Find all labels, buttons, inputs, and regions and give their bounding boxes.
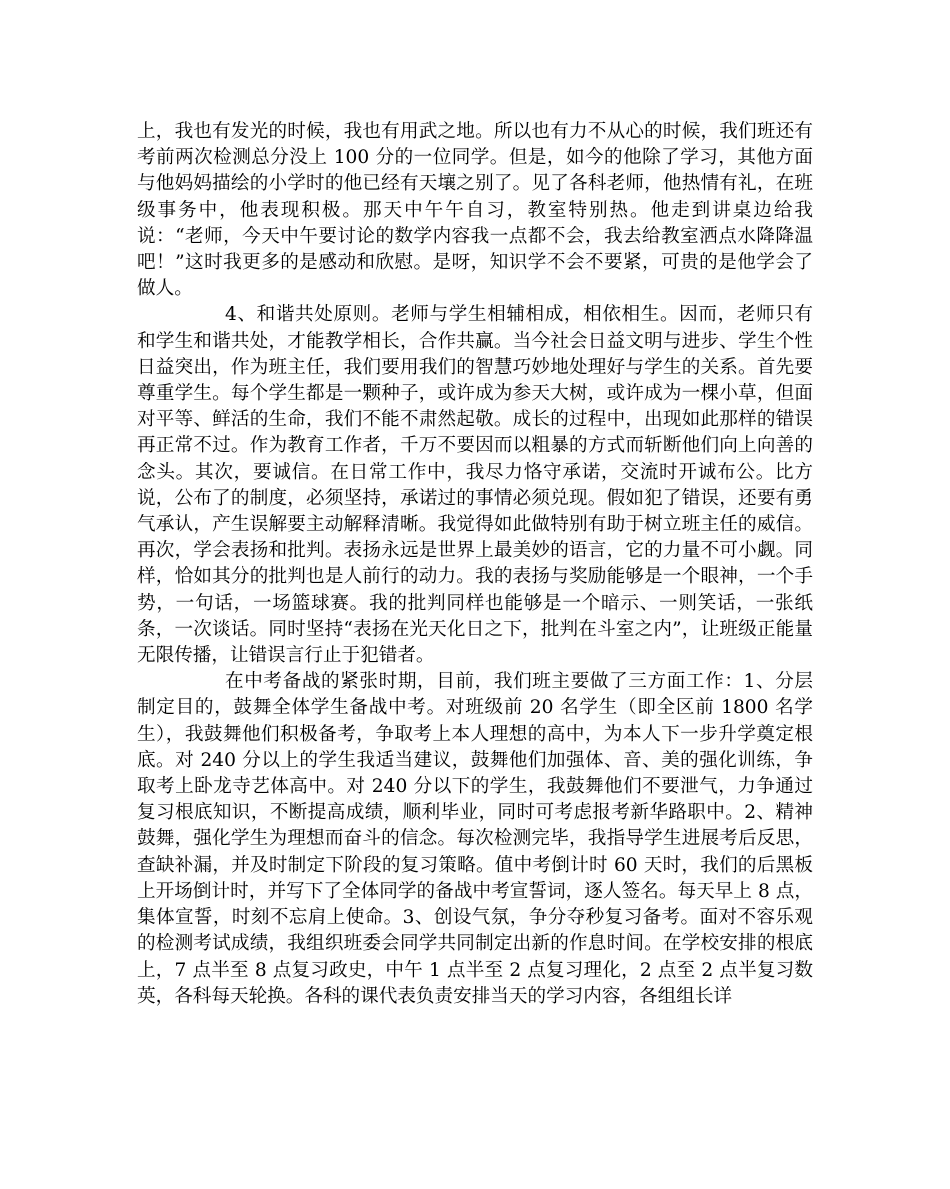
paragraph-2: 4、和谐共处原则。老师与学生相辅相成，相依相生。因而，老师只有和学生和谐共处，才能教学相长，合作共赢。当今社会日益文明与进步、学生个性日益突出，作为班主任，我们要用我们的智慧巧妙地处理好与学生的关系。首先要尊重学生。每个学生都是一颗种子，或许成为参天大树，或许成为一棵小草，但面对平等、鲜活的生命，我们不能不肃然起敬。成长的过程中，出现如此那样的错误再正常不过。作为教育工作者，千万不要因而以粗暴的方式而斩断他们向上向善的念头。其次，要诚信。在日常工作中，我尽力恪守承诺，交流时开诚布公。比方说，公布了的制度，必须坚持，承诺过的事情必须兑现。假如犯了错误，还要有勇气承认，产生误解要主动解释清晰。我觉得如此做特别有助于树立班主任的威信。再次，学会表扬和批判。表扬永远是世界上最美妙的语言，它的力量不可小觑。同样，恰如其分的批判也是人前行的动力。我的表扬与奖励能够是一个眼神，一个手势，一句话，一场篮球赛。我的批判同样也能够是一个暗示、一则笑话，一张纸条，一次谈话。同时坚持“表扬在光天化日之下，批判在斗室之内”，让班级正能量无限传播，让错误言行止于犯错者。 [137,304,813,667]
paragraph-1: 上，我也有发光的时候，我也有用武之地。所以也有力不从心的时候，我们班还有考前两次检测总分没上 100 分的一位同学。但是，如今的他除了学习，其他方面与他妈妈描绘的小学时的他已经有天壤之别了。见了各科老师，他热情有礼，在班级事务中，他表现积极。那天中午午自习，教室特别热。他走到讲桌边给我说：“老师，今天中午要讨论的数学内容我一点都不会，我去给教室洒点水降降温吧！”这时我更多的是感动和欣慰。是呀，知识学不会不要紧，可贵的是他学会了做人。 [137,121,813,300]
document-page [137,119,813,1010]
paragraph-3: 在中考备战的紧张时期，目前，我们班主要做了三方面工作：1、分层制定目的，鼓舞全体学生备战中考。对班级前 20 名学生（即全区前 1800 名学生），我鼓舞他们积极备考，争取考上本人理想的高中，为本人下一步升学奠定根底。对 240 分以上的学生我适当建议，鼓舞他们加强体、音、美的强化训练，争取考上卧龙寺艺体高中。对 240 分以下的学生，我鼓舞他们不要泄气，力争通过复习根底知识，不断提高成绩，顺利毕业，同时可考虑报考新华路职中。2、精神鼓舞，强化学生为理想而奋斗的信念。每次检测完毕，我指导学生进展考后反思，查缺补漏，并及时制定下阶段的复习策略。值中考倒计时 60 天时，我们的后黑板上开场倒计时，并写下了全体同学的备战中考宣誓词，逐人签名。每天早上 8 点，集体宣誓，时刻不忘肩上使命。3、创设气氛，争分夺秒复习备考。面对不容乐观的检测考试成绩，我组织班委会同学共同制定出新的作息时间。在学校安排的根底上，7 点半至 8 点复习政史，中午 1 点半至 2 点复习理化，2 点至 2 点半复习数英，各科每天轮换。各科的课代表负责安排当天的学习内容，各组组长详 [137,671,813,1007]
